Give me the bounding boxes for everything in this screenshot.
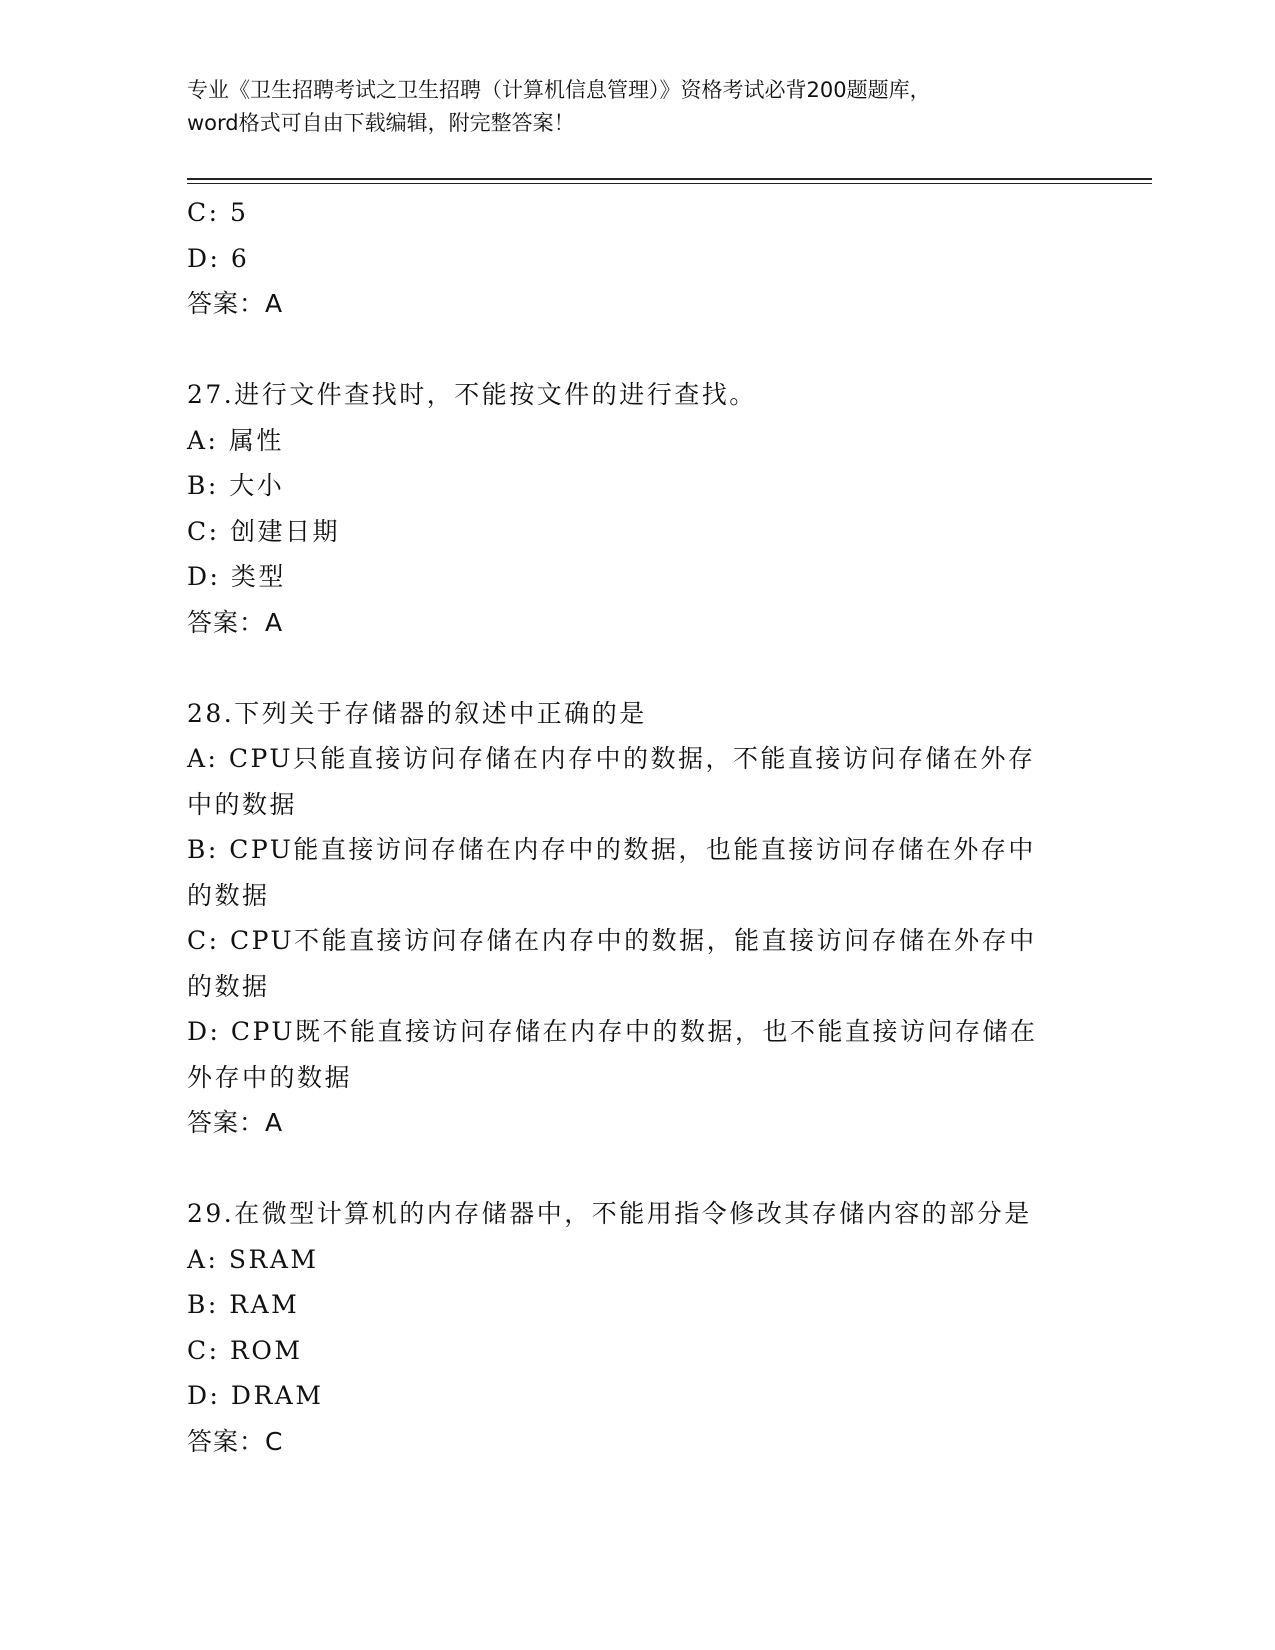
option-a: A: SRAM	[187, 1244, 319, 1274]
option-c: C: 5	[187, 198, 249, 227]
option-b-line-2: 的数据	[187, 880, 270, 910]
question-text: 27.进行文件查找时，不能按文件的进行查找。	[187, 380, 757, 409]
option-b: B: 大小	[187, 471, 285, 500]
header-title-line-2: word格式可自由下载编辑，附完整答案！	[187, 111, 575, 135]
option-a: A: 属性	[187, 425, 284, 455]
page-header	[187, 74, 1077, 140]
answer-line: 答案：A	[187, 1108, 284, 1137]
question-text: 29.在微型计算机的内存储器中，不能用指令修改其存储内容的部分是	[187, 1199, 1032, 1228]
option-c-line-1: C: CPU不能直接访问存储在内存中的数据，能直接访问存储在外存中	[187, 926, 1037, 955]
header-divider-thick	[187, 178, 1152, 180]
option-a-line-1: A: CPU只能直接访问存储在内存中的数据，不能直接访问存储在外存	[187, 744, 1036, 773]
option-d: D: 类型	[187, 562, 286, 591]
spacer	[187, 1146, 1077, 1192]
option-d-line-1: D: CPU既不能直接访问存储在内存中的数据，也不能直接访问存储在	[187, 1017, 1038, 1046]
answer-line: 答案：C	[187, 1426, 284, 1456]
question-text: 28.下列关于存储器的叙述中正确的是	[187, 698, 647, 728]
question-29	[187, 1191, 1077, 1464]
option-b-line-1: B: CPU能直接访问存储在内存中的数据，也能直接访问存储在外存中	[187, 835, 1036, 864]
document-body	[187, 190, 1077, 1464]
option-b: B: RAM	[187, 1290, 300, 1319]
question-28	[187, 691, 1077, 1146]
option-a-line-2: 中的数据	[187, 789, 298, 819]
option-c-line-2: 的数据	[187, 971, 270, 1001]
header-title-line-1: 专业《卫生招聘考试之卫生招聘（计算机信息管理）》资格考试必背200题题库，	[187, 78, 931, 102]
question-27	[187, 372, 1077, 645]
option-d: D: DRAM	[187, 1381, 324, 1410]
header-divider-thin	[187, 183, 1152, 184]
spacer	[187, 645, 1077, 691]
answer-line: 答案：A	[187, 289, 284, 318]
spacer	[187, 327, 1077, 373]
answer-line: 答案：A	[187, 607, 284, 637]
option-d: D: 6	[187, 243, 250, 273]
option-d-line-2: 外存中的数据	[187, 1062, 353, 1092]
previous-question-tail	[187, 190, 1077, 327]
option-c: C: 创建日期	[187, 516, 340, 546]
option-c: C: ROM	[187, 1335, 303, 1365]
